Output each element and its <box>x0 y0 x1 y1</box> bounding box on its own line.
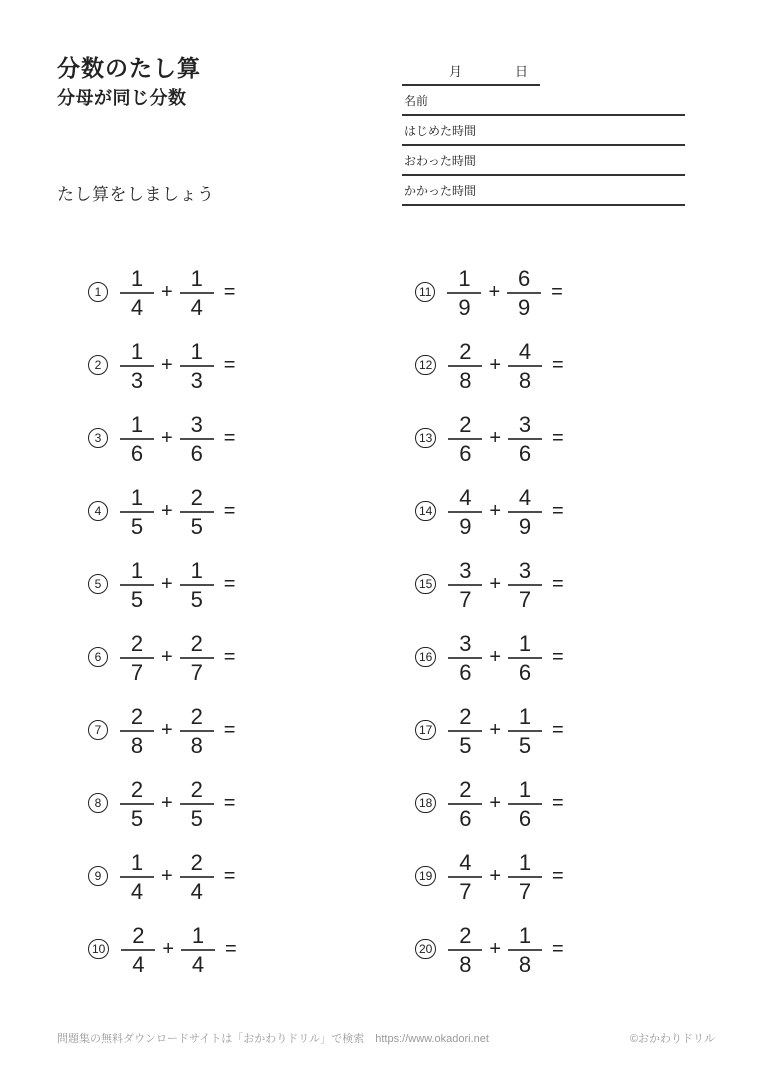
fraction-denominator: 6 <box>508 657 542 683</box>
second-fraction <box>508 412 542 464</box>
end-time-field-label: おわった時間 <box>404 153 476 168</box>
fraction-denominator: 6 <box>120 438 154 464</box>
fraction-numerator: 1 <box>130 266 144 291</box>
first-fraction <box>448 850 482 902</box>
second-fraction <box>180 412 214 464</box>
plus-operator: + <box>161 426 173 449</box>
equals-sign: = <box>223 645 236 668</box>
plus-operator: + <box>489 937 502 960</box>
problem-row <box>88 557 237 611</box>
problem-number: 15 <box>415 574 436 594</box>
fraction-denominator: 5 <box>180 584 214 610</box>
fraction-numerator: 6 <box>518 266 531 291</box>
problem-row <box>88 922 237 976</box>
second-fraction <box>180 631 214 683</box>
first-fraction <box>120 412 154 464</box>
equals-sign: = <box>223 499 236 522</box>
fraction-denominator: 4 <box>180 876 214 902</box>
equals-sign: = <box>223 426 236 449</box>
fraction-numerator: 2 <box>459 704 472 729</box>
fraction-denominator: 6 <box>448 803 482 829</box>
second-fraction <box>180 777 214 829</box>
fraction-denominator: 9 <box>507 292 541 318</box>
problem-row <box>415 338 564 392</box>
fraction-denominator: 6 <box>448 438 482 464</box>
problem-row <box>415 703 564 757</box>
fraction-numerator: 1 <box>518 631 532 656</box>
problem-row <box>415 922 564 976</box>
equals-sign: = <box>225 937 237 960</box>
fraction-numerator: 4 <box>459 850 472 875</box>
fraction-denominator: 5 <box>448 730 482 756</box>
fraction-denominator: 8 <box>180 730 214 756</box>
month-label: 月 <box>449 64 463 79</box>
problem-number: 7 <box>88 720 108 740</box>
start-time-field-label: はじめた時間 <box>404 123 477 138</box>
fraction-numerator: 1 <box>130 850 144 875</box>
fraction-numerator: 2 <box>459 339 472 364</box>
problem-number: 17 <box>415 720 436 740</box>
plus-operator: + <box>161 353 173 376</box>
first-fraction <box>448 339 482 391</box>
first-fraction <box>120 850 154 902</box>
problem-number: 3 <box>88 428 108 448</box>
plus-operator: + <box>161 280 173 303</box>
problem-number: 11 <box>415 282 435 302</box>
fraction-numerator: 4 <box>459 485 472 510</box>
plus-operator: + <box>161 864 173 887</box>
problem-number: 1 <box>88 282 108 302</box>
plus-operator: + <box>489 353 502 376</box>
fraction-numerator: 3 <box>518 558 532 583</box>
footer-copyright: ©おかわりドリル <box>629 1033 715 1045</box>
fraction-denominator: 3 <box>120 365 154 391</box>
problem-number: 20 <box>415 939 436 959</box>
fraction-denominator: 6 <box>508 438 542 464</box>
page-subtitle: 分母が同じ分数 <box>57 88 187 108</box>
fraction-denominator: 8 <box>120 730 154 756</box>
second-fraction <box>508 704 542 756</box>
page-footer <box>57 1030 715 1046</box>
problem-row <box>415 265 564 319</box>
fraction-numerator: 2 <box>190 777 203 802</box>
equals-sign: = <box>551 280 563 303</box>
problem-number: 4 <box>88 501 108 521</box>
problems-column-left <box>88 265 237 995</box>
second-fraction <box>180 485 214 537</box>
elapsed-time-field-label: かかった時間 <box>404 183 477 198</box>
plus-operator: + <box>489 864 502 887</box>
form-row-name <box>402 86 685 116</box>
equals-sign: = <box>223 353 236 376</box>
problem-row <box>88 338 237 392</box>
plus-operator: + <box>161 499 173 522</box>
fraction-denominator: 5 <box>508 730 542 756</box>
second-fraction <box>507 266 541 318</box>
problem-number: 12 <box>415 355 436 375</box>
second-fraction <box>180 339 214 391</box>
equals-sign: = <box>552 426 564 449</box>
problem-number: 5 <box>88 574 108 594</box>
second-fraction <box>180 266 214 318</box>
second-fraction <box>181 923 215 975</box>
problem-row <box>415 630 564 684</box>
fraction-denominator: 4 <box>120 292 154 318</box>
fraction-numerator: 1 <box>190 266 203 291</box>
problem-number: 6 <box>88 647 108 667</box>
equals-sign: = <box>223 864 236 887</box>
first-fraction <box>448 704 482 756</box>
second-fraction <box>508 850 542 902</box>
plus-operator: + <box>162 937 175 960</box>
problem-number: 16 <box>415 647 436 667</box>
instruction-text: たし算をしましょう <box>57 185 215 204</box>
fraction-numerator: 2 <box>130 704 144 729</box>
first-fraction <box>448 558 482 610</box>
fraction-numerator: 3 <box>190 412 203 437</box>
fraction-denominator: 9 <box>447 292 481 318</box>
equals-sign: = <box>552 718 564 741</box>
first-fraction <box>120 339 154 391</box>
problem-number: 10 <box>88 939 109 959</box>
fraction-numerator: 1 <box>130 339 144 364</box>
fraction-denominator: 7 <box>448 876 482 902</box>
fraction-numerator: 4 <box>518 339 532 364</box>
fraction-denominator: 6 <box>448 657 482 683</box>
problem-row <box>88 849 237 903</box>
fraction-denominator: 9 <box>508 511 542 537</box>
fraction-denominator: 7 <box>180 657 214 683</box>
fraction-denominator: 8 <box>448 365 482 391</box>
fraction-denominator: 5 <box>120 584 154 610</box>
day-label: 日 <box>515 64 529 79</box>
problem-row <box>415 484 564 538</box>
equals-sign: = <box>552 937 564 960</box>
fraction-numerator: 2 <box>459 777 472 802</box>
fraction-denominator: 6 <box>180 438 214 464</box>
equals-sign: = <box>552 353 564 376</box>
first-fraction <box>120 777 154 829</box>
fraction-denominator: 4 <box>181 949 215 975</box>
first-fraction <box>121 923 155 975</box>
problem-row <box>88 411 237 465</box>
problem-row <box>88 265 237 319</box>
form-row-start-time <box>402 116 685 146</box>
fraction-denominator: 5 <box>120 803 154 829</box>
second-fraction <box>508 485 542 537</box>
equals-sign: = <box>223 572 236 595</box>
page-title: 分数のたし算 <box>57 55 201 81</box>
fraction-denominator: 5 <box>180 803 214 829</box>
problem-row <box>88 484 237 538</box>
equals-sign: = <box>223 718 236 741</box>
fraction-numerator: 2 <box>190 485 203 510</box>
plus-operator: + <box>489 499 502 522</box>
info-form <box>402 60 685 206</box>
problem-row <box>415 776 564 830</box>
first-fraction <box>448 485 482 537</box>
fraction-numerator: 2 <box>459 923 472 948</box>
fraction-numerator: 1 <box>458 266 471 291</box>
plus-operator: + <box>488 280 501 303</box>
fraction-denominator: 4 <box>180 292 214 318</box>
fraction-numerator: 2 <box>459 412 472 437</box>
first-fraction <box>120 266 154 318</box>
fraction-denominator: 4 <box>121 949 155 975</box>
fraction-denominator: 4 <box>120 876 154 902</box>
second-fraction <box>508 777 542 829</box>
first-fraction <box>120 558 154 610</box>
first-fraction <box>448 412 482 464</box>
equals-sign: = <box>552 572 564 595</box>
problem-number: 2 <box>88 355 108 375</box>
first-fraction <box>448 777 482 829</box>
first-fraction <box>120 704 154 756</box>
fraction-denominator: 8 <box>508 949 542 975</box>
second-fraction <box>180 704 214 756</box>
fraction-numerator: 1 <box>518 704 532 729</box>
fraction-denominator: 7 <box>120 657 154 683</box>
problem-number: 19 <box>415 866 436 886</box>
problems-column-right <box>415 265 564 995</box>
fraction-numerator: 1 <box>190 339 203 364</box>
problem-row <box>415 411 564 465</box>
equals-sign: = <box>552 499 564 522</box>
problem-number: 14 <box>415 501 436 521</box>
fraction-denominator: 8 <box>508 365 542 391</box>
fraction-numerator: 2 <box>190 850 203 875</box>
plus-operator: + <box>489 572 502 595</box>
fraction-numerator: 1 <box>518 850 532 875</box>
problem-row <box>88 703 237 757</box>
fraction-numerator: 3 <box>459 558 472 583</box>
fraction-denominator: 5 <box>180 511 214 537</box>
equals-sign: = <box>552 864 564 887</box>
first-fraction <box>447 266 481 318</box>
fraction-numerator: 1 <box>518 777 532 802</box>
fraction-numerator: 1 <box>130 558 144 583</box>
fraction-numerator: 1 <box>130 485 144 510</box>
second-fraction <box>180 558 214 610</box>
fraction-denominator: 9 <box>448 511 482 537</box>
plus-operator: + <box>161 645 173 668</box>
fraction-numerator: 1 <box>191 923 205 948</box>
fraction-numerator: 1 <box>518 923 532 948</box>
problem-row <box>88 776 237 830</box>
fraction-numerator: 2 <box>130 777 144 802</box>
fraction-numerator: 2 <box>190 704 203 729</box>
problem-row <box>415 557 564 611</box>
first-fraction <box>120 631 154 683</box>
footer-site-info: 問題集の無料ダウンロードサイトは「おかわりドリル」で検索 https://www.okadori.net <box>57 1033 489 1045</box>
equals-sign: = <box>552 645 564 668</box>
plus-operator: + <box>161 718 173 741</box>
second-fraction <box>508 558 542 610</box>
plus-operator: + <box>489 718 502 741</box>
problem-number: 8 <box>88 793 108 813</box>
equals-sign: = <box>552 791 564 814</box>
second-fraction <box>508 339 542 391</box>
problem-number: 18 <box>415 793 436 813</box>
fraction-numerator: 2 <box>132 923 145 948</box>
fraction-denominator: 6 <box>508 803 542 829</box>
plus-operator: + <box>489 791 502 814</box>
name-field-label: 名前 <box>404 93 429 108</box>
plus-operator: + <box>489 426 502 449</box>
date-row <box>402 60 540 86</box>
fraction-numerator: 2 <box>130 631 144 656</box>
fraction-denominator: 7 <box>508 584 542 610</box>
equals-sign: = <box>223 791 236 814</box>
plus-operator: + <box>161 791 173 814</box>
fraction-denominator: 8 <box>448 949 482 975</box>
fraction-denominator: 7 <box>448 584 482 610</box>
second-fraction <box>508 631 542 683</box>
fraction-numerator: 3 <box>459 631 472 656</box>
form-row-elapsed-time <box>402 176 685 206</box>
equals-sign: = <box>223 280 236 303</box>
first-fraction <box>448 923 482 975</box>
fraction-denominator: 5 <box>120 511 154 537</box>
problem-row <box>88 630 237 684</box>
form-row-end-time <box>402 146 685 176</box>
problem-row <box>415 849 564 903</box>
fraction-numerator: 1 <box>130 412 144 437</box>
fraction-numerator: 3 <box>518 412 532 437</box>
plus-operator: + <box>489 645 502 668</box>
problem-number: 13 <box>415 428 436 448</box>
fraction-numerator: 2 <box>190 631 203 656</box>
fraction-denominator: 7 <box>508 876 542 902</box>
fraction-numerator: 4 <box>518 485 532 510</box>
first-fraction <box>448 631 482 683</box>
second-fraction <box>508 923 542 975</box>
first-fraction <box>120 485 154 537</box>
problem-number: 9 <box>88 866 108 886</box>
second-fraction <box>180 850 214 902</box>
plus-operator: + <box>161 572 173 595</box>
fraction-numerator: 1 <box>190 558 203 583</box>
fraction-denominator: 3 <box>180 365 214 391</box>
